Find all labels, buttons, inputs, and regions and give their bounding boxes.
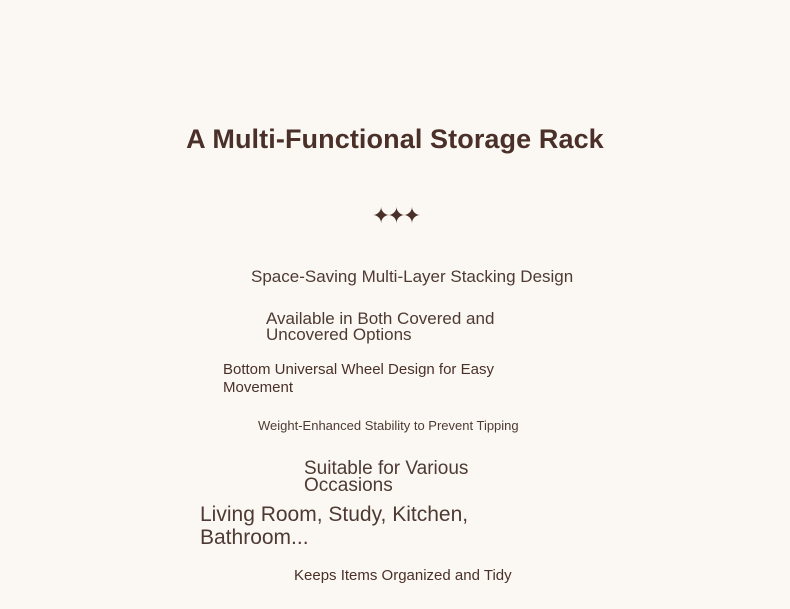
page-title: A Multi-Functional Storage Rack: [186, 124, 604, 154]
feature-stacking-design: Space-Saving Multi-Layer Stacking Design: [251, 267, 574, 286]
star-divider-icon: ✦✦✦: [371, 203, 419, 228]
feature-stability: Weight-Enhanced Stability to Prevent Tipping: [258, 418, 519, 433]
feature-universal-wheels: Bottom Universal Wheel Design for Easy Movement: [223, 361, 494, 396]
feature-occasions: Suitable for Various Occasions: [304, 458, 469, 496]
feature-rooms: Living Room, Study, Kitchen, Bathroom...: [200, 503, 469, 549]
feature-cover-options: Available in Both Covered and Uncovered Options: [266, 309, 495, 344]
feature-organized: Keeps Items Organized and Tidy: [294, 567, 512, 584]
